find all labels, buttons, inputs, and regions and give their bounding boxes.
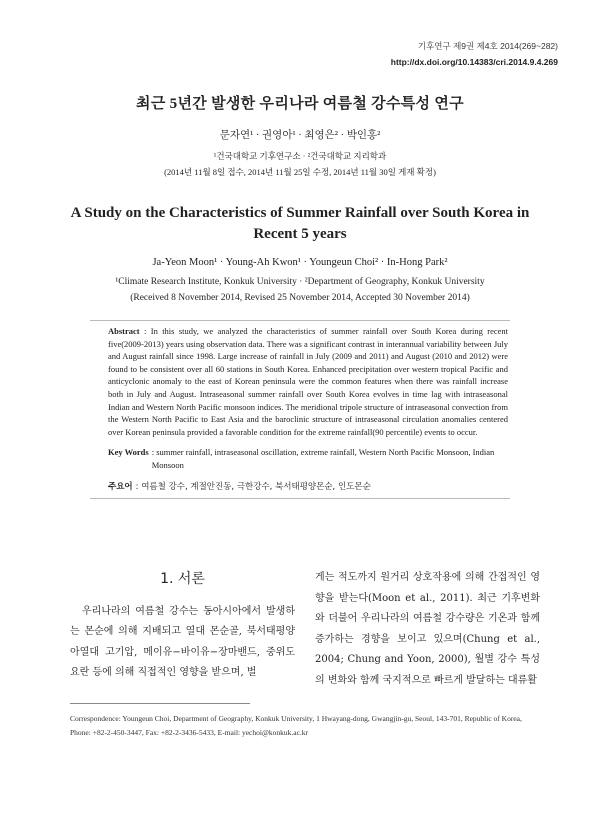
- korean-affiliation: ¹건국대학교 기후연구소 · ²건국대학교 지리학과: [213, 151, 387, 161]
- english-authors: Ja-Yeon Moon¹ · Young-Ah Kwon¹ · Youngeun Choi² · In-Hong Park²: [152, 257, 448, 268]
- footnote-divider: [70, 703, 250, 704]
- korean-authors: 문자연¹ · 권영아¹ · 최영은² · 박인홍²: [219, 130, 381, 141]
- english-dates: (Received 8 November 2014, Revised 25 November 2014, Accepted 30 November 2014): [130, 293, 470, 303]
- keywords-text: : summer rainfall, intraseasonal oscillation, extreme rainfall, Western North Pacific Monsoon, Indian Monsoon: [151, 447, 495, 470]
- doi-link[interactable]: http://dx.doi.org/10.14383/cri.2014.9.4.269: [390, 57, 558, 67]
- korean-keywords-label: 주요어: [108, 481, 133, 492]
- english-affiliation: ¹Climate Research Institute, Konkuk University · ²Department of Geography, Konkuk University: [115, 277, 485, 287]
- body-paragraph-left: 우리나라의 여름철 강수는 동아시아에서 발생하는 몬순에 의해 지배되고 열대 몬순골, 북서태평양 아열대 고기압, 메이유−바이유−장마밴드, 중위도 요란 등에 의해 직접적인 영향을 받으며, 벌: [70, 605, 295, 678]
- body-right-column: [315, 568, 540, 691]
- body-paragraph-right: 게는 적도까지 원거리 상호작용에 의해 간접적인 영향을 받는다(Moon et al., 2011). 최근 기후변화와 더불어 우리나라의 여름철 강수량은 기온과 함께 증가하는 경향을 보이고 있으며(Chung et al., 2004; Chung and Yoon, 2000), 월별 강수 특성의 변화와 함께 국지적으로 빠르게 발달하는 대류활: [315, 572, 540, 686]
- keywords-label: Key Words: [108, 447, 149, 458]
- english-title: A Study on the Characteristics of Summer Rainfall over South Korea in Recent 5 years: [70, 205, 530, 242]
- abstract: [108, 325, 508, 438]
- korean-dates: (2014년 11월 8일 접수, 2014년 11월 25일 수정, 2014년 11월 30일 게재 확정): [164, 167, 436, 177]
- abstract-text: : In this study, we analyzed the characteristics of summer rainfall over South Korea during recent five(2009-2013) years using observation data. There was a significant contrast in interannual variability between July and August rainfall since 1998. Large increase of rainfall in July (2009 and 2011) and August (2010 and 2012) were found to be consistent over all 60 stations in South Korea. Enhanced precipitation over western tropical Pacific and anticyclonic anomaly to the east of Korean peninsula were the common features when there was rainfall increase both in July and August. Intraseasonal summer rainfall over South Korea evolves in time lag with intraseasonal Indian and Western North Pacific monsoon indices. The meridional tripole structure of intraseasonal convection from the Western North Pacific to East Asia and the baroclinic structure of intraseasonal circulation anomalies centered over Korean peninsula provided a favorable condition for the extreme rainfall(90 percentile) events to occur.: [108, 326, 508, 437]
- korean-keywords-text: : 여름철 강수, 계절안진동, 극한강수, 북서태평양몬순, 인도몬순: [135, 481, 371, 492]
- section-title: 1. 서론: [160, 571, 205, 587]
- correspondence-footnote: Correspondence: Youngeun Choi, Department of Geography, Konkuk University, 1 Hwayang-dong, Gwangjin-gu, Seoul, 143-701, Republic of Korea, Phone: +82-2-450-3447, Fax: +82-2-3436-5433, E-mail: yechoi@konkuk.ac.kr: [70, 714, 522, 737]
- abstract-box: [90, 320, 510, 499]
- abstract-label: Abstract: [108, 326, 140, 336]
- korean-keywords: [108, 480, 508, 492]
- body-left-column: [70, 565, 295, 684]
- keywords: [108, 446, 508, 471]
- korean-title: 최근 5년간 발생한 우리나라 여름철 강수특성 연구: [136, 96, 464, 112]
- journal-citation: 기후연구 제9권 제4호 2014(269~282): [417, 41, 558, 51]
